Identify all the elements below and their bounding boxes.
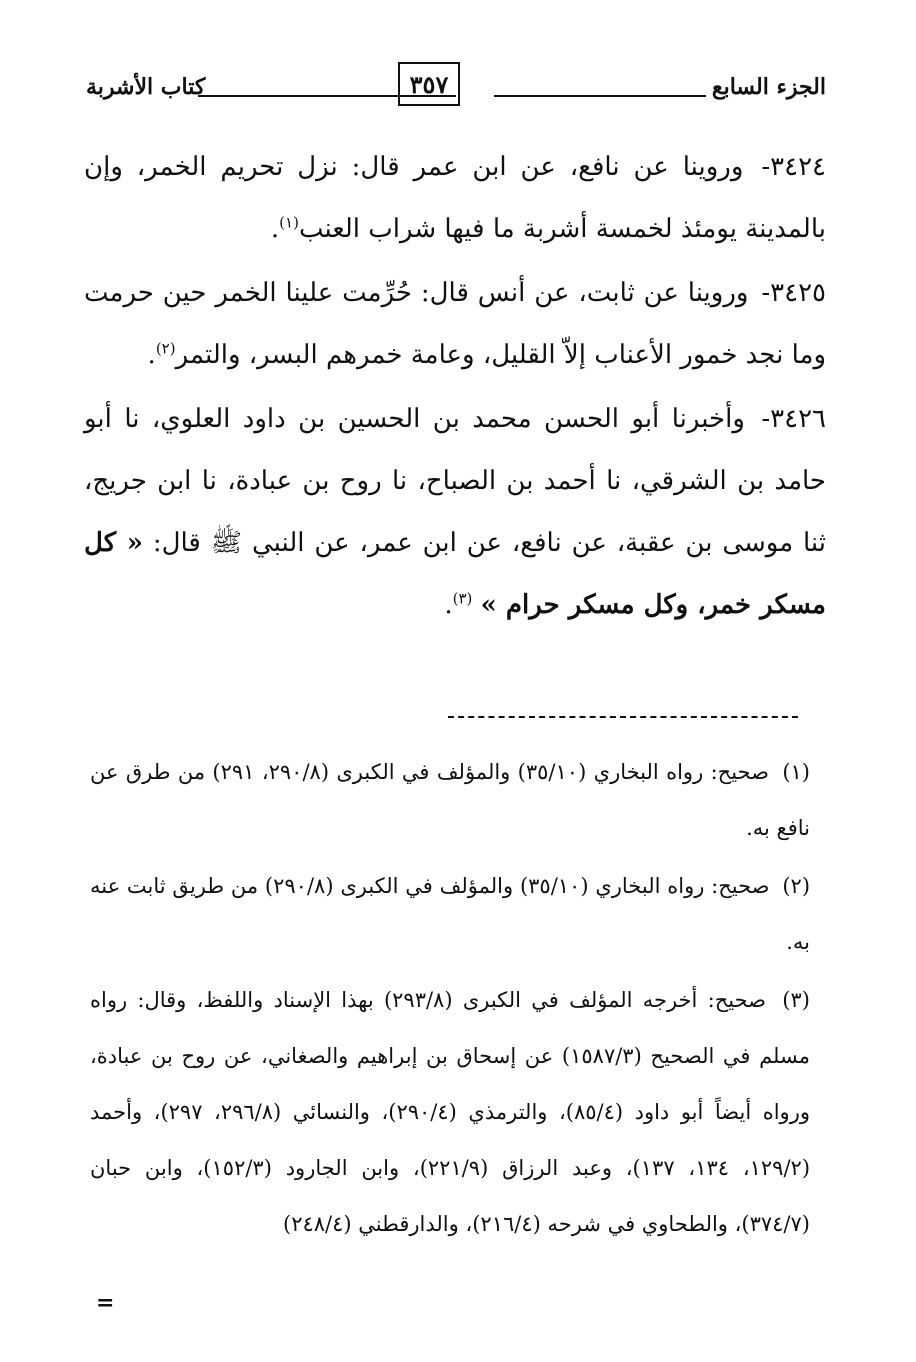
hadith-number: ٣٤٢٦- [761,404,827,434]
hadith-text: وروينا عن نافع، عن ابن عمر قال: نزل تحريم الخمر، وإن بالمدينة يومئذ لخمسة أشربة ما فيها شراب العنب [84,152,826,244]
hadith-number: ٣٤٢٤- [761,152,827,182]
footnote-text: صحيح: أخرجه المؤلف في الكبرى (٢٩٣/٨) بهذا الإسناد واللفظ، وقال: رواه مسلم في الصحيح (١٥٨٧/٣) عن إسحاق بن إبراهيم والصغاني، عن روح بن عبادة، ورواه أيضاً أبو داود (٨٥/٤)، والترمذي (٢٩٠/٤)، والنسائي (٢٩٦/٨، ٢٩٧)، وأحمد (١٢٩/٢، ١٣٤، ١٣٧)، وعبد الرزاق (٢٢١/٩)، وابن الجارود (١٥٢/٣)، وابن حبان (٣٧٤/٧)، والطحاوي في شرحه (٢١٦/٤)، والدارقطني (٢٤٨/٤) [90,988,811,1236]
footnote-ref: (١) [279,213,299,232]
hadith-number: ٣٤٢٥- [761,278,827,308]
main-text [84,136,826,636]
hadith-3426 [84,388,826,636]
header-rule-right [494,95,706,97]
footnotes [90,744,810,1254]
sentence-end: . [147,340,156,370]
footnote-text: صحيح: رواه البخاري (٣٥/١٠) والمؤلف في الكبرى (٢٩٠/٨، ٢٩١) من طرق عن نافع به. [90,760,810,840]
footnote-marker: (٢) [782,874,811,898]
continuation-mark: = [96,1290,115,1316]
volume-title: الجزء السابع [711,74,826,100]
sentence-end: . [270,214,280,244]
footnote-marker: (٣) [782,988,810,1012]
page-header [86,62,826,122]
footnote-text: صحيح: رواه البخاري (٣٥/١٠) والمؤلف في الكبرى (٢٩٠/٨) من طريق ثابت عنه به. [90,874,810,954]
hadith-3425 [84,262,826,386]
footnote-2 [90,858,810,970]
footnote-separator [448,716,798,718]
prophetic-quote: « كل مسكر خمر، وكل مسكر حرام » [84,528,826,620]
footnote-ref: (٣) [452,589,473,608]
footnote-ref: (٢) [155,339,176,358]
page-number: ٣٥٧ [398,62,460,106]
book-title: كتاب الأشربة [86,74,206,100]
footnote-3 [90,972,810,1252]
hadith-text: وروينا عن ثابت، عن أنس قال: حُرِّمت علينا الخمر حين حرمت وما نجد خمور الأعناب إلاّ القليل، وعامة خمرهم البسر، والتمر [84,278,826,370]
header-rule-left [198,95,456,97]
footnote-1 [90,744,810,856]
footnote-marker: (١) [782,760,810,784]
hadith-3424 [84,136,826,260]
sentence-end: . [444,590,453,620]
hadith-text: وأخبرنا أبو الحسن محمد بن الحسين بن داود العلوي، نا أبو حامد بن الشرقي، نا أحمد بن الصباح، نا روح بن عبادة، نا ابن جريج، ثنا موسى بن عقبة، عن نافع، عن ابن عمر، عن النبي ﷺ قال: [84,404,826,558]
